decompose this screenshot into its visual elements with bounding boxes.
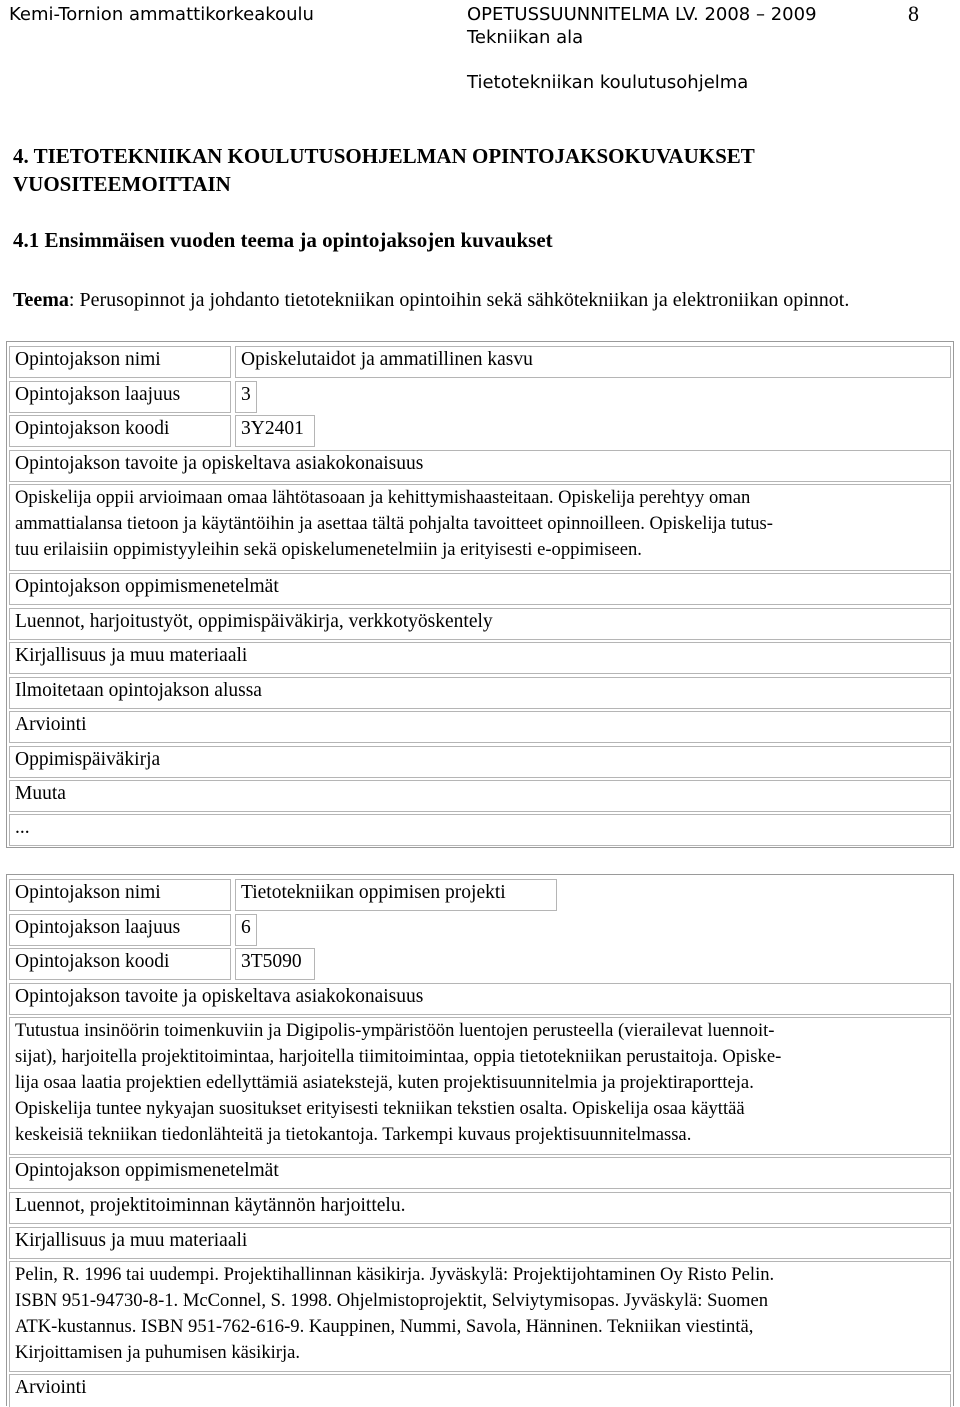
theme-paragraph bbox=[13, 289, 849, 312]
section-heading-line1: 4. TIETOTEKNIIKAN KOULUTUSOHJELMAN OPINTOJAKSOKUVAUKSET bbox=[13, 144, 755, 168]
course2-literature-line: ATK-kustannus. ISBN 951-762-616-9. Kauppinen, Nummi, Savola, Hänninen. Tekniikan viestintä, bbox=[15, 1316, 754, 1337]
course1-methods: Luennot, harjoitustyöt, oppimispäiväkirja, verkkotyöskentely bbox=[9, 608, 951, 640]
course2-methods: Luennot, projektitoiminnan käytännön harjoittelu. bbox=[9, 1192, 951, 1224]
course1-other-label: Muuta bbox=[9, 780, 951, 812]
course1-goal-line: tuu erilaisiin oppimistyyleihin sekä opiskelumenetelmiin ja erityisesti e-oppimiseen. bbox=[15, 539, 642, 560]
course1-literature: Ilmoitetaan opintojakson alussa bbox=[9, 677, 951, 709]
course2-methods-label: Opintojakson oppimismenetelmät bbox=[9, 1157, 951, 1189]
course2-literature bbox=[9, 1261, 951, 1372]
header-institution: Kemi-Tornion ammattikorkeakoulu bbox=[9, 4, 314, 25]
page-number: 8 bbox=[908, 1, 919, 26]
course2-credits-label: Opintojakson laajuus bbox=[9, 914, 231, 946]
theme-text: : Perusopinnot ja johdanto tietotekniikan opintoihin sekä sähkötekniikan ja elektroniikan opinnot. bbox=[68, 289, 850, 311]
course2-name-label: Opintojakson nimi bbox=[9, 879, 231, 911]
course-table-1 bbox=[6, 341, 954, 848]
course1-credits: 3 bbox=[235, 381, 257, 413]
course2-code-label: Opintojakson koodi bbox=[9, 948, 231, 980]
section-subheading: 4.1 Ensimmäisen vuoden teema ja opintojaksojen kuvaukset bbox=[13, 228, 553, 252]
course2-assessment-label: Arviointi bbox=[9, 1374, 951, 1407]
course1-goal bbox=[9, 484, 951, 571]
course1-goal-line: Opiskelija oppii arvioimaan omaa lähtötasoaan ja kehittymishaasteitaan. Opiskelija perehtyy oman bbox=[15, 487, 751, 508]
course2-credits: 6 bbox=[235, 914, 257, 946]
course1-other: ... bbox=[9, 814, 951, 846]
course2-literature-line: Kirjoittamisen ja puhumisen käsikirja. bbox=[15, 1342, 301, 1363]
course2-goal-line: keskeisiä tekniikan tiedonlähteitä ja tietokantoja. Tarkempi kuvaus projektisuunnitelmassa. bbox=[15, 1124, 692, 1145]
course1-code-label: Opintojakson koodi bbox=[9, 415, 231, 447]
course1-methods-label: Opintojakson oppimismenetelmät bbox=[9, 573, 951, 605]
course2-goal bbox=[9, 1017, 951, 1155]
course2-name: Tietotekniikan oppimisen projekti bbox=[235, 879, 557, 911]
course2-literature-line: ISBN 951-94730-8-1. McConnel, S. 1998. Ohjelmistoprojektit, Selviytymisopas. Jyväskylä: Suomen bbox=[15, 1290, 769, 1311]
course2-literature-label: Kirjallisuus ja muu materiaali bbox=[9, 1227, 951, 1259]
section-heading-line2: VUOSITEEMOITTAIN bbox=[13, 172, 231, 196]
theme-label: Teema bbox=[13, 289, 69, 311]
course2-goal-line: Opiskelija tuntee nykyajan suositukset erityisesti tekniikan tekstien osalta. Opiskelija osaa käyttää bbox=[15, 1098, 745, 1119]
course1-code: 3Y2401 bbox=[235, 415, 315, 447]
course1-credits-label: Opintojakson laajuus bbox=[9, 381, 231, 413]
course2-code: 3T5090 bbox=[235, 948, 315, 980]
course2-goal-line: lija osaa laatia projektien edellyttämiä asiatekstejä, kuten projektisuunnitelmia ja projektiraportteja. bbox=[15, 1072, 754, 1093]
course1-goal-label: Opintojakson tavoite ja opiskeltava asiakokonaisuus bbox=[9, 450, 951, 482]
course2-literature-line: Pelin, R. 1996 tai uudempi. Projektihallinnan käsikirja. Jyväskylä: Projektijohtaminen Oy Risto Pelin. bbox=[15, 1264, 775, 1285]
header-plan: OPETUSSUUNNITELMA LV. 2008 – 2009 bbox=[467, 4, 817, 25]
course2-goal-line: Tutustua insinöörin toimenkuviin ja Digipolis-ympäristöön luentojen perusteella (vierailevat luennoit- bbox=[15, 1020, 775, 1041]
course1-goal-line: ammattialansa tietoon ja käytäntöihin ja asettaa tältä pohjalta tavoitteet opinnoilleen. Opiskelija tutus- bbox=[15, 513, 773, 534]
header-field: Tekniikan ala bbox=[467, 27, 584, 48]
course1-assessment-label: Arviointi bbox=[9, 711, 951, 743]
course1-literature-label: Kirjallisuus ja muu materiaali bbox=[9, 642, 951, 674]
course2-goal-label: Opintojakson tavoite ja opiskeltava asiakokonaisuus bbox=[9, 983, 951, 1015]
course-table-2 bbox=[6, 874, 954, 1406]
course1-name-label: Opintojakson nimi bbox=[9, 346, 231, 378]
course1-name: Opiskelutaidot ja ammatillinen kasvu bbox=[235, 346, 951, 378]
header-programme: Tietotekniikan koulutusohjelma bbox=[467, 72, 749, 93]
section-heading bbox=[13, 142, 755, 198]
course2-goal-line: sijat), harjoitella projektitoimintaa, harjoitella tiimitoimintaa, oppia tietotekniikan perustaitoja. Opiske- bbox=[15, 1046, 782, 1067]
course1-assessment: Oppimispäiväkirja bbox=[9, 746, 951, 778]
